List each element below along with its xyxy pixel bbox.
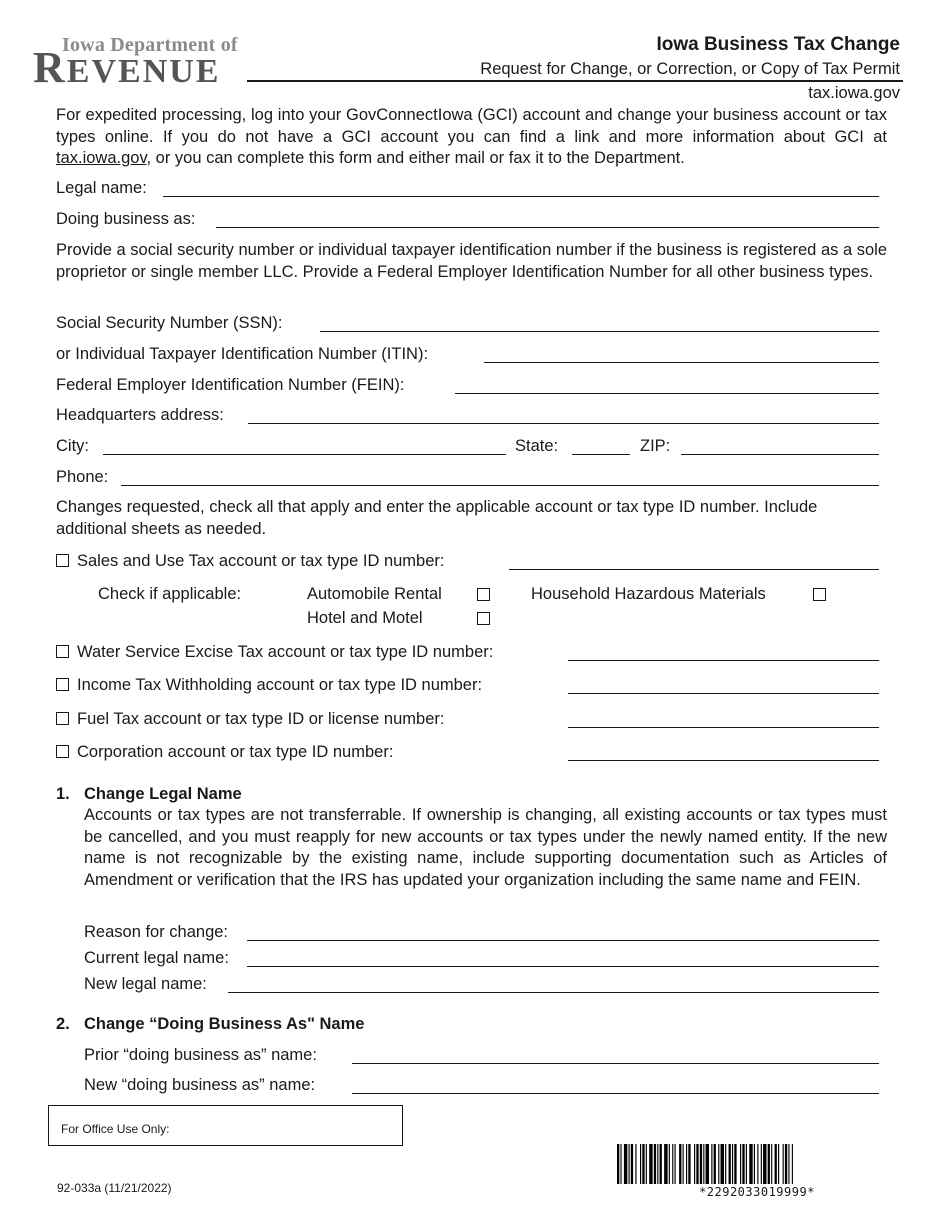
city-field[interactable]: [103, 454, 506, 455]
office-use-box: [48, 1105, 403, 1146]
form-title: Iowa Business Tax Change: [656, 34, 900, 55]
new-dba-label: New “doing business as” name:: [84, 1076, 316, 1094]
state-label: State:: [515, 437, 559, 455]
new-legal-name-label: New legal name:: [84, 975, 207, 993]
fein-field[interactable]: [455, 393, 879, 394]
zip-field[interactable]: [681, 454, 879, 455]
corporation-row: [56, 742, 393, 763]
new-legal-name-field[interactable]: [228, 992, 879, 993]
header-rule: [247, 80, 903, 82]
phone-label: Phone:: [56, 468, 109, 486]
hq-address-label: Headquarters address:: [56, 406, 224, 424]
corporation-field[interactable]: [568, 760, 879, 761]
new-dba-field[interactable]: [352, 1093, 879, 1094]
office-use-label: For Office Use Only:: [61, 1122, 170, 1136]
intro-paragraph: For expedited processing, log into your GovConnectIowa (GCI) account and change your business account or tax types online. If you do not have a GCI account you can find a link and more information about GCI at tax.iowa.gov, or you can complete this form and either mail or fax it to the Department.: [56, 106, 887, 167]
fuel-tax-checkbox[interactable]: [56, 712, 69, 725]
section1-heading: Change Legal Name: [84, 785, 242, 803]
section2-heading: Change “Doing Business As" Name: [84, 1015, 365, 1033]
fuel-tax-row: [56, 709, 444, 730]
income-withholding-field[interactable]: [568, 693, 879, 694]
corporation-label: Corporation account or tax type ID number:: [77, 743, 394, 761]
auto-rental-checkbox[interactable]: [477, 588, 490, 601]
water-excise-field[interactable]: [568, 660, 879, 661]
changes-instructions: Changes requested, check all that apply and enter the applicable account or tax type ID number. Include additional sheets as needed.: [56, 498, 818, 538]
water-excise-checkbox[interactable]: [56, 645, 69, 658]
fuel-tax-label: Fuel Tax account or tax type ID or license number:: [77, 710, 445, 728]
itin-label: or Individual Taxpayer Identification Number (ITIN):: [56, 345, 429, 363]
hq-address-field[interactable]: [248, 423, 879, 424]
logo-department-text: Iowa Department of: [62, 34, 238, 56]
zip-label: ZIP:: [640, 437, 671, 455]
fein-label: Federal Employer Identification Number (FEIN):: [56, 376, 405, 394]
household-hazardous-label: Household Hazardous Materials: [531, 585, 766, 603]
itin-field[interactable]: [484, 362, 879, 363]
sales-use-row: [56, 551, 444, 572]
header-url: tax.iowa.gov: [808, 84, 900, 102]
corporation-checkbox[interactable]: [56, 745, 69, 758]
income-withholding-row: [56, 675, 482, 696]
current-legal-name-field[interactable]: [247, 966, 879, 967]
section2-number: 2.: [56, 1015, 70, 1033]
income-withholding-checkbox[interactable]: [56, 678, 69, 691]
barcode-icon: [617, 1144, 897, 1184]
city-label: City:: [56, 437, 89, 455]
reason-label: Reason for change:: [84, 923, 229, 941]
current-legal-name-label: Current legal name:: [84, 949, 229, 967]
ssn-label: Social Security Number (SSN):: [56, 314, 283, 332]
fuel-tax-field[interactable]: [568, 727, 879, 728]
legal-name-label: Legal name:: [56, 179, 147, 197]
prior-dba-field[interactable]: [352, 1063, 879, 1064]
dba-label: Doing business as:: [56, 210, 196, 228]
auto-rental-label: Automobile Rental: [307, 585, 442, 603]
dba-field[interactable]: [216, 227, 879, 228]
logo-revenue-text: REVENUE: [33, 43, 221, 92]
hotel-motel-label: Hotel and Motel: [307, 609, 423, 627]
state-field[interactable]: [572, 454, 630, 455]
prior-dba-label: Prior “doing business as” name:: [84, 1046, 317, 1064]
sales-use-field[interactable]: [509, 569, 879, 570]
check-if-applicable-label: Check if applicable:: [98, 585, 242, 603]
gci-link[interactable]: tax.iowa.gov: [56, 149, 147, 167]
income-withholding-label: Income Tax Withholding account or tax type ID number:: [77, 676, 483, 694]
household-hazardous-checkbox[interactable]: [813, 588, 826, 601]
phone-field[interactable]: [121, 485, 879, 486]
id-instructions: Provide a social security number or individual taxpayer identification number if the business is registered as a sole proprietor or single member LLC. Provide a Federal Employer Identification Number for all other business types.: [56, 241, 887, 281]
barcode-text: *2292033019999*: [699, 1185, 815, 1199]
form-number: 92-033a (11/21/2022): [57, 1181, 172, 1195]
water-excise-label: Water Service Excise Tax account or tax type ID number:: [77, 643, 494, 661]
water-excise-row: [56, 642, 493, 663]
reason-field[interactable]: [247, 940, 879, 941]
section1-number: 1.: [56, 785, 70, 803]
hotel-motel-checkbox[interactable]: [477, 612, 490, 625]
legal-name-field[interactable]: [163, 196, 879, 197]
ssn-field[interactable]: [320, 331, 879, 332]
sales-use-checkbox[interactable]: [56, 554, 69, 567]
section1-body: Accounts or tax types are not transferrable. If ownership is changing, all existing accounts or tax types must be cancelled, and you must reapply for new accounts or tax types under the newly named entity. If the new name is not recognizable by the existing name, include supporting documentation such as Articles of Amendment or verification that the IRS has updated your organization including the same name and FEIN.: [84, 806, 887, 889]
sales-use-label: Sales and Use Tax account or tax type ID number:: [77, 552, 445, 570]
form-subtitle: Request for Change, or Correction, or Copy of Tax Permit: [480, 60, 900, 78]
